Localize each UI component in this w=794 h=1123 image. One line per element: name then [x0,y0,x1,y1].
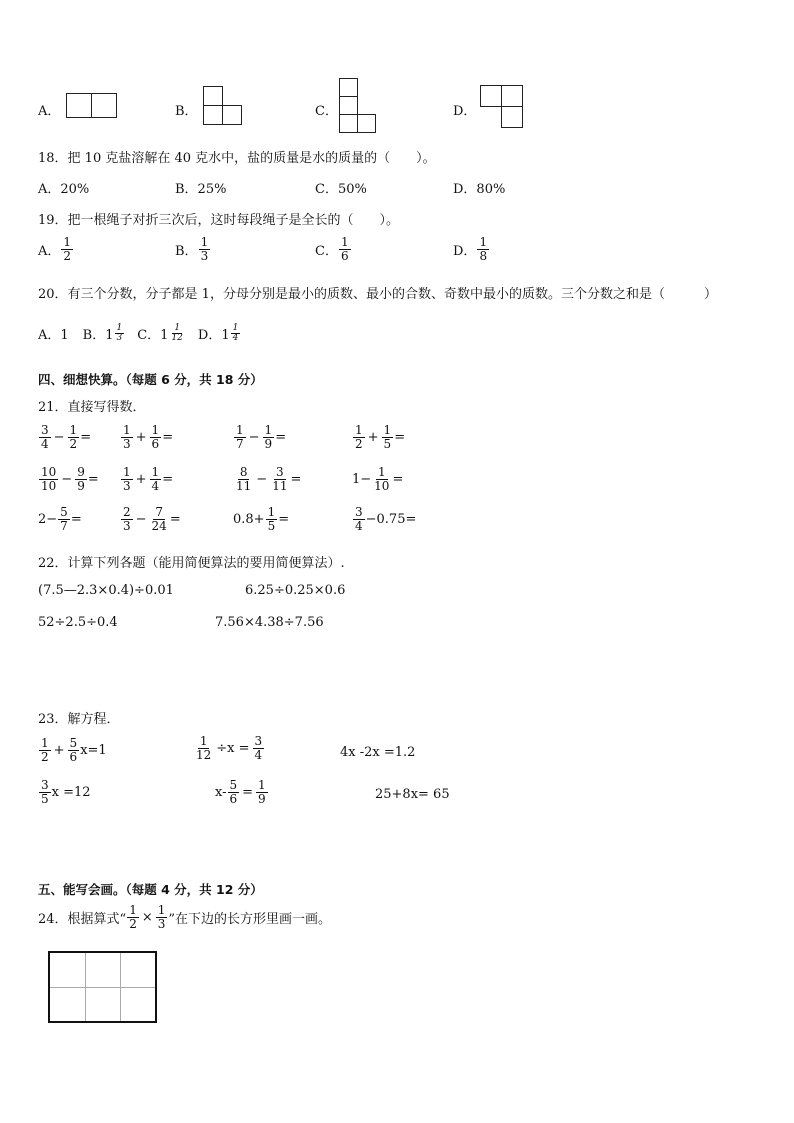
fraction: $\frac{1}{3}$ [123,423,131,451]
q24-drawing-rectangle[interactable] [48,951,157,1023]
q21-item-1: $\frac{3}{4}$ − $\frac{1}{2}$ = [41,423,92,451]
fraction: $\frac{1}{2}$ [41,736,49,764]
q21-item-8: 1− $\frac{1}{10}$ = [352,465,404,493]
q23-eq1: $\frac{1}{2}$ + $\frac{5}{6}$ x=1 [41,736,107,764]
q21-item-11: 0.8+ $\frac{1}{5}$ = [233,505,290,533]
fraction: $\frac{1}{6}$ [340,235,349,263]
section5-title: 五、能写会画。（每题 4 分，共 12 分） [38,882,263,897]
fraction: $\frac{1}{12}$ [171,323,183,344]
fraction: $\frac{1}{3}$ [123,465,131,493]
q21-item-10: $\frac{2}{3}$ − $\frac{7}{24}$ = [123,505,181,533]
q21-item-7: $\frac{8}{11}$ − $\frac{3}{11}$ = [236,465,302,493]
fraction: $\frac{1}{4}$ [232,323,239,344]
fraction: $\frac{3}{4}$ [355,505,363,533]
fraction: $\frac{8}{11}$ [236,465,252,493]
fraction: $\frac{1}{3}$ [157,903,166,931]
fraction: $\frac{1}{7}$ [236,423,244,451]
fraction: $\frac{3}{4}$ [41,423,49,451]
fraction: $\frac{1}{10}$ [374,465,390,493]
fraction: $\frac{5}{7}$ [60,505,68,533]
fraction: $\frac{1}{5}$ [267,505,276,533]
fraction: $\frac{1}{6}$ [151,423,160,451]
fraction: $\frac{1}{4}$ [151,465,160,493]
q23-eq5: x- $\frac{5}{6}$ = $\frac{1}{9}$ [215,778,266,806]
q19-option-b: B． $\frac{1}{3}$ [175,235,209,263]
q23-stem: 23．解方程． [38,712,120,727]
q19-stem: 19．把一根绳子对折三次后，这时每段绳子是全长的（ ）。 [38,213,400,228]
section4-title: 四、细想快算。（每题 6 分，共 18 分） [38,372,263,387]
q21-item-3: $\frac{1}{7}$ − $\frac{1}{9}$ = [236,423,287,451]
q21-item-4: $\frac{1}{2}$ + $\frac{1}{5}$ = [355,423,406,451]
fraction: $\frac{5}{6}$ [229,778,238,806]
q21-item-5: $\frac{10}{10}$ − $\frac{9}{9}$ = [41,465,99,493]
fraction: $\frac{9}{9}$ [77,465,85,493]
q20-option-b: B．1 [82,328,114,344]
q22-item-2: 6.25÷0.25×0.6 [245,583,346,598]
fraction: $\frac{1}{9}$ [258,778,266,806]
q22-item-3: 52÷2.5÷0.4 [38,615,118,630]
fraction: $\frac{10}{10}$ [41,465,57,493]
q23-eq6: 25+8x= 65 [375,787,450,802]
q21-item-6: $\frac{1}{3}$ + $\frac{1}{4}$ = [123,465,174,493]
q20-option-d: D．1 [197,328,230,344]
q18-stem: 18．把 10 克盐溶解在 40 克水中，盐的质量是水的质量的（ ）。 [38,151,436,166]
q19-option-c: C． $\frac{1}{6}$ [315,235,349,263]
q19-option-d: D． $\frac{1}{8}$ [453,235,488,263]
fraction: $\frac{1}{9}$ [264,423,273,451]
q23-eq2: $\frac{1}{12}$ ÷x = $\frac{3}{4}$ [196,734,263,762]
q20-options [38,324,241,344]
q23-eq4: $\frac{3}{5}$ x =12 [41,778,91,806]
q18-option-a: A．20% [38,182,90,197]
q23-eq3: 4x -2x =1.2 [340,745,416,760]
fraction: $\frac{7}{24}$ [151,505,167,533]
q21-stem: 21．直接写得数． [38,400,146,415]
q21-item-12: $\frac{3}{4}$ −0.75= [355,505,417,533]
q18-option-b: B．25% [175,182,227,197]
q17-option-c-label: C． [315,104,338,119]
q18-option-c: C．50% [315,182,367,197]
q22-item-4: 7.56×4.38÷7.56 [215,615,324,630]
fraction: $\frac{1}{2}$ [69,423,78,451]
q21-item-2: $\frac{1}{3}$ + $\frac{1}{6}$ = [123,423,174,451]
q21-item-9: 2− $\frac{5}{7}$ = [38,505,82,533]
fraction: $\frac{1}{2}$ [129,903,137,931]
q20-option-a: A．1 [38,328,69,344]
q24-stem: 24．根据算式“ $\frac{1}{2}$ × $\frac{1}{3}$ ”在下边的长方形里画一画。 [38,903,332,931]
fraction: $\frac{3}{11}$ [272,465,288,493]
fraction: $\frac{1}{3}$ [200,235,209,263]
fraction: $\frac{2}{3}$ [123,505,131,533]
fraction: $\frac{1}{2}$ [355,423,363,451]
q17-option-d-label: D． [453,104,477,119]
fraction: $\frac{1}{3}$ [116,323,123,344]
fraction: $\frac{1}{12}$ [196,734,212,762]
fraction: $\frac{1}{8}$ [479,235,488,263]
fraction: $\frac{1}{2}$ [63,235,72,263]
q22-stem: 22．计算下列各题（能用简便算法的要用简便算法）. [38,556,345,571]
fraction: $\frac{5}{6}$ [69,736,78,764]
fraction: $\frac{3}{5}$ [41,778,49,806]
fraction: $\frac{1}{5}$ [383,423,392,451]
q20-stem: 20．有三个分数，分子都是 1，分母分别是最小的质数、最小的合数、奇数中最小的质数。三个分数之和是（ ） [38,287,717,302]
q22-item-1: (7.5—2.3×0.4)÷0.01 [38,583,174,598]
fraction: $\frac{3}{4}$ [254,734,263,762]
q18-option-d: D．80% [453,182,506,197]
q19-option-a: A． $\frac{1}{2}$ [38,235,72,263]
q20-option-c: C．1 [137,328,169,344]
q17-option-a-label: A． [38,104,61,119]
q17-option-b-label: B． [175,104,198,119]
